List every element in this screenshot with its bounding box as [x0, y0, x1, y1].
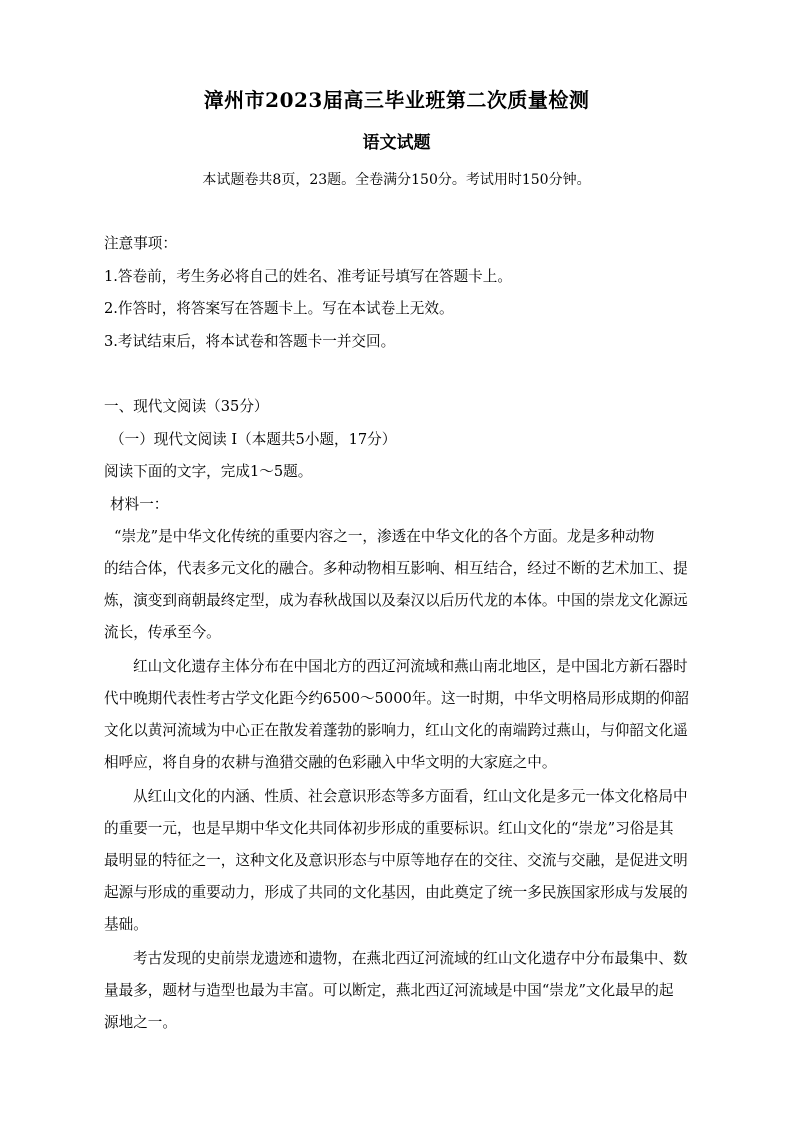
paragraph-line: 炼，演变到商朝最终定型，成为春秋战国以及秦汉以后历代龙的本体。中国的崇龙文化源远: [104, 592, 688, 609]
notice-heading: 注意事项：: [104, 235, 177, 252]
notice-item-3: 3.考试结束后，将本试卷和答题卡一并交回。: [104, 333, 396, 350]
paragraph-line: 流长，传承至今。: [104, 624, 221, 641]
paragraph-line: 文化以黄河流域为中心正在散发着蓬勃的影响力，红山文化的南端跨过燕山，与仰韶文化遥: [104, 722, 688, 739]
paragraph-line: 的结合体，代表多元文化的融合。多种动物相互影响、相互结合，经过不断的艺术加工、提: [104, 560, 688, 577]
section-heading: 一、现代文阅读（35分）: [104, 398, 269, 415]
notice-item-2: 2.作答时，将答案写在答题卡上。写在本试卷上无效。: [104, 300, 454, 317]
paragraph-line: 代中晚期代表性考古学文化距今约6500～5000年。这一时期，中华文明格局形成期的仰韶: [104, 690, 690, 707]
exam-intro: 本试题卷共8页，23题。全卷满分150分。考试用时150分钟。: [202, 172, 591, 188]
subject-title: 语文试题: [362, 133, 431, 153]
notice-item-1: 1.答卷前，考生务必将自己的姓名、准考证号填写在答题卡上。: [104, 268, 512, 285]
paragraph-line: 量最多，题材与造型也最为丰富。可以断定，燕北西辽河流域是中国“崇龙”文化最早的起: [104, 982, 674, 999]
reading-instruction: 阅读下面的文字，完成1～5题。: [104, 463, 313, 480]
paragraph-3: [104, 781, 714, 941]
paragraph-line: 考古发现的史前崇龙遗迹和遗物，在燕北西辽河流域的红山文化遗存中分布最集中、数: [133, 950, 688, 967]
paragraph-line: 的重要一元，也是早期中华文化共同体初步形成的重要标识。红山文化的“崇龙”习俗是其: [104, 820, 674, 837]
paragraph-line: 起源与形成的重要动力，形成了共同的文化基因，由此奠定了统一多民族国家形成与发展的: [104, 884, 688, 901]
paragraph-line: 相呼应，将自身的农耕与渔猎交融的色彩融入中华文明的大家庭之中。: [104, 754, 557, 771]
section-subheading: （一）现代文阅读 I（本题共5小题，17分）: [110, 431, 397, 448]
exam-title: 漳州市2023届高三毕业班第二次质量检测: [203, 88, 590, 112]
paragraph-1: [104, 521, 714, 649]
material-label: 材料一：: [110, 496, 169, 513]
paragraph-line: 源地之一。: [104, 1014, 177, 1031]
paragraph-2: [104, 651, 714, 779]
paragraph-line: “崇龙”是中华文化传统的重要内容之一，渗透在中华文化的各个方面。龙是多种动物: [114, 528, 655, 545]
paragraph-4: [104, 943, 714, 1039]
paragraph-line: 基础。: [104, 916, 148, 933]
paragraph-line: 最明显的特征之一，这种文化及意识形态与中原等地存在的交往、交流与交融，是促进文明: [104, 852, 688, 869]
paragraph-line: 从红山文化的内涵、性质、社会意识形态等多方面看，红山文化是多元一体文化格局中: [133, 788, 688, 805]
paragraph-line: 红山文化遗存主体分布在中国北方的西辽河流域和燕山南北地区，是中国北方新石器时: [133, 658, 688, 675]
